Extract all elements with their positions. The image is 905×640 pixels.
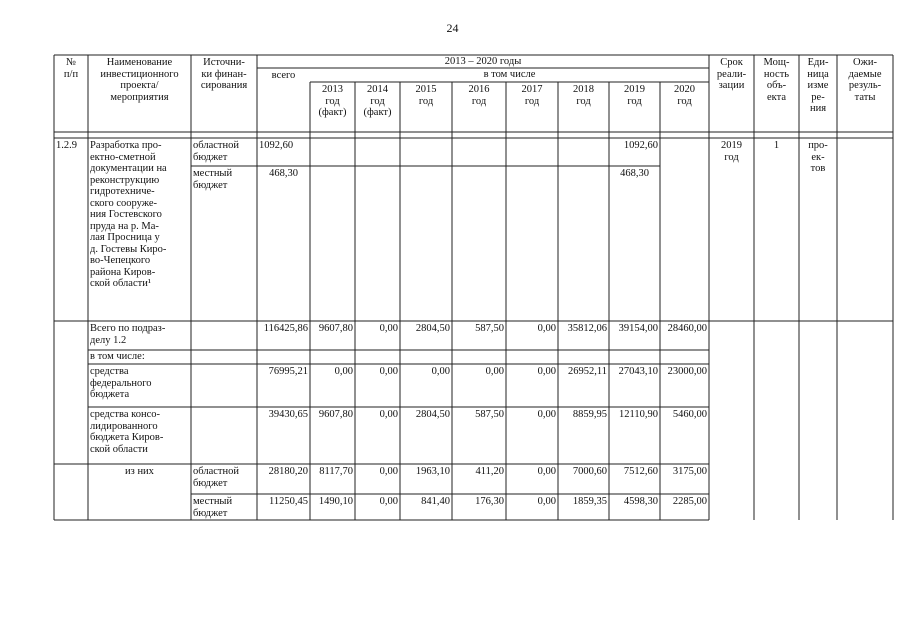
project-2019-mestny: 468,30 [620, 168, 649, 179]
oblast-value: 411,20 [475, 466, 504, 477]
project-term: 2019 год [721, 140, 742, 163]
federal-value: 23000,00 [667, 366, 707, 377]
federal-value: 0,00 [537, 366, 556, 377]
header-result: Ожи- даемые резуль- таты [848, 57, 882, 103]
header-source: Источни- ки финан- сирования [200, 57, 248, 91]
summary-value: 587,50 [475, 323, 504, 334]
federal-value: 27043,10 [618, 366, 658, 377]
consolidated-label: средства консо- лидированного бюджета Киров- ской области [90, 409, 164, 455]
header-period: 2013 – 2020 годы [444, 56, 522, 67]
consolidated-value: 5460,00 [672, 409, 707, 420]
consolidated-value: 8859,95 [572, 409, 607, 420]
federal-value: 0,00 [379, 366, 398, 377]
mestny-value: 1490,10 [318, 496, 353, 507]
header-y2015: 2015 год [415, 84, 437, 107]
federal-value: 76995,21 [268, 366, 308, 377]
oblast-value: 0,00 [537, 466, 556, 477]
of-which-label: из них [125, 466, 154, 477]
mestny-value: 2285,00 [672, 496, 707, 507]
header-y2020: 2020 год [674, 84, 695, 107]
oblast-label: областной бюджет [193, 466, 239, 489]
header-unit: Еди- ница изме ре- ния [807, 57, 829, 114]
oblast-value: 0,00 [379, 466, 398, 477]
header-y2013: 2013 год (факт) [318, 84, 347, 118]
consolidated-value: 587,50 [475, 409, 504, 420]
page-number: 24 [446, 21, 459, 35]
summary-value: 0,00 [379, 323, 398, 334]
consolidated-value: 9607,80 [318, 409, 353, 420]
header-incl: в том числе [483, 69, 536, 80]
mestny-value: 0,00 [537, 496, 556, 507]
mestny-value: 4598,30 [623, 496, 658, 507]
consolidated-value: 0,00 [537, 409, 556, 420]
mestny-value: 1859,35 [572, 496, 607, 507]
federal-value: 0,00 [431, 366, 450, 377]
oblast-value: 7512,60 [623, 466, 658, 477]
federal-value: 0,00 [334, 366, 353, 377]
federal-value: 26952,11 [568, 366, 607, 377]
oblast-value: 7000,60 [572, 466, 607, 477]
header-y2017: 2017 год [521, 84, 543, 107]
summary-value: 2804,50 [415, 323, 450, 334]
mestny-value: 0,00 [379, 496, 398, 507]
oblast-value: 1963,10 [415, 466, 450, 477]
mestny-label: местный бюджет [193, 496, 233, 519]
header-power: Мощ- ность объ- екта [763, 57, 790, 103]
summary-value: 9607,80 [318, 323, 353, 334]
header-y2016: 2016 год [468, 84, 490, 107]
header-term: Срок реали- зации [716, 57, 747, 91]
oblast-value: 8117,70 [319, 466, 353, 477]
consolidated-value: 39430,65 [268, 409, 308, 420]
oblast-value: 28180,20 [268, 466, 308, 477]
mestny-value: 176,30 [475, 496, 504, 507]
header-total: всего [271, 70, 296, 81]
summary-value: 39154,00 [618, 323, 658, 334]
consolidated-value: 0,00 [379, 409, 398, 420]
project-src-mestny: местный бюджет [193, 168, 233, 191]
header-y2018: 2018 год [573, 84, 594, 107]
consolidated-value: 2804,50 [415, 409, 450, 420]
project-2019-oblast: 1092,60 [623, 140, 658, 151]
project-total-mestny: 468,30 [269, 168, 298, 179]
header-y2019: 2019 год [624, 84, 645, 107]
summary-value: 116425,86 [263, 323, 308, 334]
project-total-oblast: 1092,60 [259, 140, 294, 151]
header-y2014: 2014 год (факт) [363, 84, 392, 118]
incl-label: в том числе: [90, 351, 145, 362]
header-num: № п/п [63, 57, 79, 80]
project-name: Разработка про- ектно-сметной документации на реконструкцию гидротехниче- ского сооруже- ния Гостевского пруда на р. Ма- лая Просница у д. Гостевы Киро- во-Чепецкого района Киров- ской области¹ [90, 140, 167, 289]
summary-label: Всего по подраз- делу 1.2 [90, 323, 166, 346]
mestny-value: 841,40 [421, 496, 450, 507]
consolidated-value: 12110,90 [619, 409, 658, 420]
federal-label: средства федерального бюджета [90, 366, 152, 400]
summary-value: 35812,06 [567, 323, 607, 334]
project-power: 1 [773, 140, 780, 151]
summary-value: 28460,00 [667, 323, 707, 334]
mestny-value: 11250,45 [269, 496, 308, 507]
summary-value: 0,00 [537, 323, 556, 334]
project-unit: про- ек- тов [808, 140, 828, 174]
project-num: 1.2.9 [56, 140, 77, 151]
oblast-value: 3175,00 [672, 466, 707, 477]
federal-value: 0,00 [485, 366, 504, 377]
project-src-oblast: областной бюджет [193, 140, 239, 163]
header-name: Наименование инвестиционного проекта/ мероприятия [100, 57, 179, 103]
